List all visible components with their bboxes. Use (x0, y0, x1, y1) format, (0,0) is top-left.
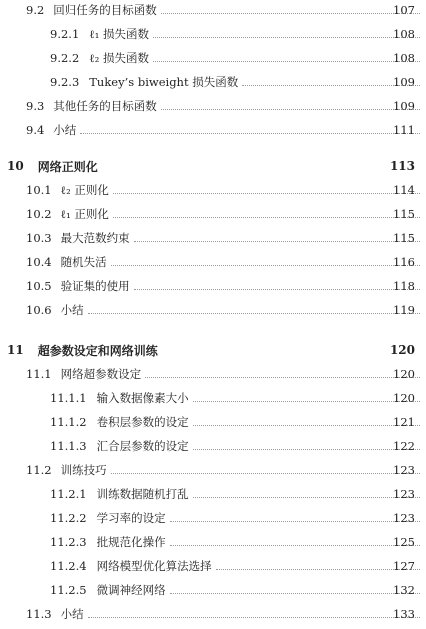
toc-entry-number: 10.1 (26, 183, 52, 197)
toc-entry-page: 123 (393, 487, 415, 501)
toc-entry-page: 127 (393, 559, 415, 573)
toc-entry[interactable] (0, 278, 426, 294)
toc-entry[interactable] (0, 2, 426, 18)
toc-entry[interactable] (0, 230, 426, 246)
toc-entry-title: Tukey’s biweight 损失函数 (89, 75, 239, 89)
toc-entry-number: 9.2.1 (50, 27, 80, 41)
toc-chapter[interactable] (0, 342, 426, 358)
toc-entry-title: 小结 (53, 123, 77, 137)
toc-entry-number: 10.3 (26, 231, 52, 245)
toc-entry-title: ℓ₁ 损失函数 (89, 27, 150, 41)
toc-entry-number: 10.5 (26, 279, 52, 293)
leader-dots (193, 424, 420, 426)
leader-dots (88, 616, 420, 618)
toc-entry-page: 111 (393, 123, 415, 137)
toc-entry-number: 11.1 (26, 367, 52, 381)
toc-entry-page: 123 (393, 511, 415, 525)
toc-entry-title: 微调神经网络 (96, 583, 166, 597)
toc-entry-number: 11.2.1 (50, 487, 87, 501)
leader-dots (193, 448, 420, 450)
leader-dots (111, 472, 420, 474)
toc-entry-page: 115 (393, 207, 415, 221)
toc-entry[interactable] (0, 182, 426, 198)
leader-dots (134, 288, 420, 290)
toc-entry[interactable] (0, 558, 426, 574)
toc-entry-page: 120 (393, 391, 415, 405)
toc-entry-page: 122 (393, 439, 415, 453)
toc-entry-page: 121 (393, 415, 415, 429)
toc-entry-number: 11.2.2 (50, 511, 87, 525)
toc-entry-page: 109 (393, 99, 415, 113)
toc-entry-title: 回归任务的目标函数 (53, 3, 157, 17)
toc-entry-title: 随机失活 (60, 255, 107, 269)
toc-entry-number: 9.2.2 (50, 51, 80, 65)
toc-entry-title: ℓ₁ 正则化 (60, 207, 109, 221)
leader-dots (170, 520, 420, 522)
leader-dots (113, 192, 420, 194)
toc-entry-number: 10.6 (26, 303, 52, 317)
toc-entry[interactable] (0, 414, 426, 430)
toc-entry-number: 11.3 (26, 607, 52, 621)
toc-chapter-page: 120 (389, 343, 415, 357)
leader-dots (161, 12, 420, 14)
toc-entry-page: 132 (393, 583, 415, 597)
toc-entry[interactable] (0, 438, 426, 454)
toc-entry-number: 11.2.5 (50, 583, 87, 597)
leader-dots (80, 132, 420, 134)
leader-dots (145, 376, 420, 378)
toc-entry-page: 116 (393, 255, 415, 269)
toc-entry-page: 115 (393, 231, 415, 245)
toc-entry-title: 训练数据随机打乱 (96, 487, 189, 501)
toc-entry-page: 120 (393, 367, 415, 381)
toc-entry-number: 10.2 (26, 207, 52, 221)
toc-entry-title: 输入数据像素大小 (96, 391, 189, 405)
toc-entry[interactable] (0, 302, 426, 318)
leader-dots (170, 592, 420, 594)
toc-entry-title: 网络超参数设定 (60, 367, 142, 381)
toc-entry-number: 9.2.3 (50, 75, 80, 89)
toc-entry[interactable] (0, 582, 426, 598)
toc-entry[interactable] (0, 486, 426, 502)
toc-chapter-page: 113 (389, 159, 415, 173)
leader-dots (113, 216, 420, 218)
toc-entry-number: 10.4 (26, 255, 52, 269)
toc-entry-title: 学习率的设定 (96, 511, 166, 525)
toc-entry-page: 108 (393, 27, 415, 41)
toc-entry[interactable] (0, 510, 426, 526)
toc-entry-number: 11.1.1 (50, 391, 87, 405)
toc-chapter-number: 10 (7, 159, 24, 173)
toc-entry-number: 11.2.3 (50, 535, 87, 549)
toc-entry[interactable] (0, 26, 426, 42)
toc-entry-page: 119 (393, 303, 415, 317)
toc-entry-number: 11.1.2 (50, 415, 87, 429)
leader-dots (193, 496, 420, 498)
toc-entry-number: 11.2.4 (50, 559, 87, 573)
toc-entry[interactable] (0, 98, 426, 114)
leader-dots (134, 240, 420, 242)
toc-entry-page: 125 (393, 535, 415, 549)
toc-entry-title: 最大范数约束 (60, 231, 130, 245)
toc-entry-number: 9.2 (26, 3, 45, 17)
toc-entry-page: 108 (393, 51, 415, 65)
toc-entry[interactable] (0, 254, 426, 270)
toc-chapter[interactable] (0, 158, 426, 174)
toc-entry[interactable] (0, 74, 426, 90)
leader-spacer (102, 168, 420, 170)
leader-dots (161, 108, 420, 110)
toc-entry-title: ℓ₂ 损失函数 (89, 51, 150, 65)
toc-entry-title: ℓ₂ 正则化 (60, 183, 109, 197)
toc-entry[interactable] (0, 390, 426, 406)
leader-dots (216, 568, 420, 570)
leader-dots (193, 400, 420, 402)
toc-entry-page: 133 (393, 607, 415, 621)
leader-dots (88, 312, 420, 314)
toc-chapter-number: 11 (7, 343, 24, 357)
toc-entry-title: 其他任务的目标函数 (53, 99, 157, 113)
toc-entry[interactable] (0, 462, 426, 478)
leader-dots (153, 36, 420, 38)
toc-entry-number: 9.4 (26, 123, 45, 137)
toc-chapter-title: 超参数设定和网络训练 (37, 343, 158, 358)
toc-entry-page: 107 (393, 3, 415, 17)
toc-entry-title: 卷积层参数的设定 (96, 415, 189, 429)
toc-entry[interactable] (0, 534, 426, 550)
toc-entry[interactable] (0, 122, 426, 138)
leader-dots (153, 60, 420, 62)
toc-entry-number: 9.3 (26, 99, 45, 113)
toc-entry-number: 11.1.3 (50, 439, 87, 453)
toc-entry[interactable] (0, 50, 426, 66)
toc-entry-title: 批规范化操作 (96, 535, 166, 549)
toc-chapter-title: 网络正则化 (37, 159, 98, 174)
toc-entry-title: 验证集的使用 (60, 279, 130, 293)
toc-entry-page: 109 (393, 75, 415, 89)
toc-entry-title: 训练技巧 (60, 463, 107, 477)
leader-spacer (162, 352, 420, 354)
toc-entry-title: 汇合层参数的设定 (96, 439, 189, 453)
toc-entry[interactable] (0, 606, 426, 622)
toc-entry-number: 11.2 (26, 463, 52, 477)
toc-entry[interactable] (0, 366, 426, 382)
leader-dots (111, 264, 420, 266)
toc-entry[interactable] (0, 206, 426, 222)
toc-entry-title: 小结 (60, 303, 84, 317)
toc-entry-page: 114 (393, 183, 415, 197)
leader-dots (170, 544, 420, 546)
toc-entry-page: 123 (393, 463, 415, 477)
toc-entry-page: 118 (393, 279, 415, 293)
toc-entry-title: 网络模型优化算法选择 (96, 559, 212, 573)
toc-entry-title: 小结 (60, 607, 84, 621)
